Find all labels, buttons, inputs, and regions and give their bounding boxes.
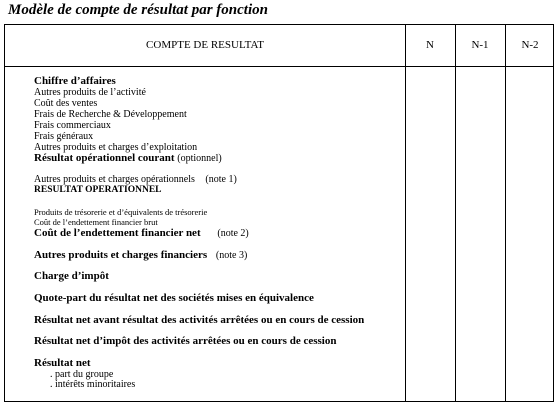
header-col-n1: N-1 — [471, 39, 489, 51]
row-resultat-net-impot: Résultat net d’impôt des activités arrêtées ou en cours de cession — [34, 335, 337, 347]
row-note-3: (note 3) — [215, 250, 248, 261]
header-col-n: N — [426, 39, 434, 51]
row-note-1: (note 1) — [205, 174, 237, 185]
row-autres-produits-charges-operationnels-label: Autres produits et charges opérationnels — [34, 174, 195, 185]
row-cout-endettement-net — [34, 228, 249, 239]
row-cout-endettement-net-label: Coût de l’endettement financier net — [34, 227, 201, 239]
header-compte-de-resultat: COMPTE DE RESULTAT — [146, 39, 264, 51]
income-statement-table — [4, 24, 554, 402]
row-autres-produits-charges-exploitation: Autres produits et charges d’exploitation — [34, 142, 198, 153]
row-interets-minoritaires: . intérêts minoritaires — [50, 379, 136, 390]
row-note-2: (note 2) — [217, 228, 249, 239]
row-resultat-operationnel-courant-note: (optionnel) — [177, 153, 222, 164]
row-autres-produits-activite: Autres produits de l’activité — [34, 87, 146, 98]
row-autres-produits-charges-financiers-label: Autres produits et charges financiers — [34, 249, 208, 261]
row-frais-recherche: Frais de Recherche & Développement — [34, 109, 187, 120]
row-cout-des-ventes: Coût des ventes — [34, 98, 98, 109]
row-quote-part-resultat: Quote-part du résultat net des sociétés mises en équivalence — [34, 292, 314, 304]
page-title: Modèle de compte de résultat par fonction — [8, 2, 268, 18]
row-autres-produits-charges-financiers — [34, 250, 247, 261]
row-frais-generaux: Frais généraux — [34, 131, 94, 142]
row-autres-produits-charges-operationnels — [34, 175, 237, 185]
header-divider — [5, 66, 553, 67]
row-resultat-operationnel-courant — [34, 153, 222, 164]
row-frais-commerciaux: Frais commerciaux — [34, 120, 111, 131]
row-resultat-operationnel-courant-label: Résultat opérationnel courant — [34, 152, 175, 164]
column-divider-n2 — [505, 25, 506, 401]
row-resultat-net: Résultat net — [34, 357, 91, 369]
column-divider-n — [405, 25, 406, 401]
row-part-du-groupe: . part du groupe — [50, 369, 114, 380]
row-resultat-net-avant: Résultat net avant résultat des activités arrêtées ou en cours de cession — [34, 314, 365, 326]
row-charge-impot: Charge d’impôt — [34, 270, 109, 282]
row-chiffre-affaires: Chiffre d’affaires — [34, 75, 116, 87]
row-cout-endettement-brut: Coût de l’endettement financier brut — [34, 217, 158, 227]
row-resultat-operationnel: RESULTAT OPERATIONNEL — [34, 185, 162, 195]
row-produits-tresorerie: Produits de trésorerie et d’équivalents de trésorerie — [34, 207, 208, 217]
header-col-n2: N-2 — [521, 39, 539, 51]
column-divider-n1 — [455, 25, 456, 401]
